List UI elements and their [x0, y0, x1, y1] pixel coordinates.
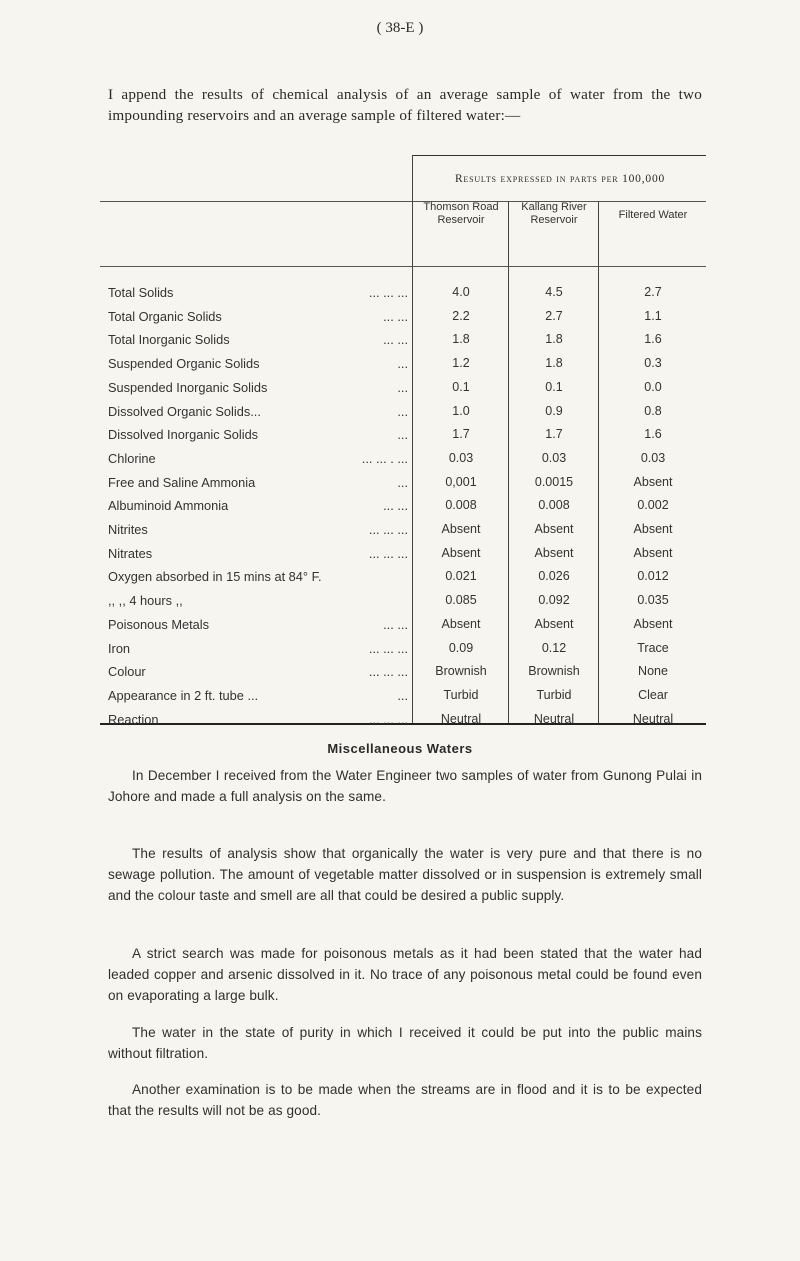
row-leader-dots: ... ...	[383, 308, 408, 324]
row-label	[108, 641, 408, 656]
cell-value: 0.008	[538, 498, 570, 513]
row-label	[108, 380, 408, 395]
row-leader-dots: ... ... ...	[368, 285, 408, 300]
cell-value: Clear	[638, 687, 668, 702]
table-row	[100, 475, 706, 501]
cell-value: 1.6	[644, 427, 662, 442]
cell-value: 0.12	[541, 640, 567, 655]
row-leader-dots: ... ... . ...	[361, 450, 408, 466]
row-label	[108, 617, 408, 632]
header-rule	[100, 201, 706, 202]
row-label	[108, 688, 408, 703]
table-row	[100, 641, 706, 667]
cell-value: Absent	[534, 522, 574, 536]
cell-value: 0.1	[452, 379, 470, 394]
cell-value: Absent	[441, 616, 481, 631]
row-label	[108, 712, 408, 727]
row-label-text: Total Solids	[108, 285, 174, 300]
paragraph: A strict search was made for poisonous metals as it had been stated that the water had leaded copper and arsenic dissolved in it. No trace of any poisonous metal could be found even on evaporating a large bulk.	[108, 946, 702, 1003]
table-row	[100, 285, 706, 311]
cell-value: Brownish	[435, 664, 487, 679]
cell-value: 0.8	[644, 403, 662, 418]
row-leader-dots: ...	[397, 356, 408, 372]
cell-value: 1.6	[644, 332, 662, 347]
results-header: Results expressed in parts per 100,000	[454, 173, 666, 185]
row-leader-dots: ...	[397, 403, 408, 419]
row-label-text: Poisonous Metals	[108, 616, 210, 632]
cell-value: Neutral	[533, 711, 575, 726]
row-label	[108, 498, 408, 513]
row-leader-dots: ... ... ...	[368, 640, 408, 656]
row-leader-dots: ...	[397, 474, 408, 490]
cell-value: Absent	[633, 522, 673, 536]
cell-value: Absent	[441, 522, 481, 536]
row-label	[108, 404, 408, 419]
row-label	[108, 593, 408, 608]
cell-value: 0.9	[545, 403, 563, 418]
cell-value: 1.7	[452, 427, 470, 442]
row-label-text: Total Inorganic Solids	[108, 332, 230, 348]
row-label-text: Total Organic Solids	[108, 308, 222, 324]
cell-value: 1.0	[452, 403, 470, 418]
row-label-text: Reaction	[108, 711, 159, 727]
cell-value: 0.0015	[534, 474, 574, 489]
cell-value: 1.8	[545, 356, 563, 371]
cell-value: 0.085	[445, 593, 477, 608]
cell-value: Absent	[441, 545, 481, 560]
row-label-text: Dissolved Inorganic Solids	[108, 427, 259, 443]
table-row	[100, 332, 706, 358]
column-header-rule	[100, 266, 706, 267]
cell-value: Absent	[633, 616, 673, 631]
row-label-text: Free and Saline Ammonia	[108, 474, 256, 490]
cell-value: 1.7	[545, 427, 563, 442]
row-leader-dots: ... ... ...	[368, 711, 408, 727]
cell-value: Absent	[534, 545, 574, 560]
cell-value: 0.1	[545, 379, 563, 394]
row-leader-dots: ... ...	[383, 332, 408, 348]
row-label-text: Iron	[108, 640, 131, 656]
cell-value: 0.03	[541, 450, 567, 465]
table-row	[100, 451, 706, 477]
row-label	[108, 569, 408, 584]
row-label	[108, 285, 408, 300]
row-leader-dots: ...	[397, 687, 408, 703]
col-header-kallang	[510, 201, 598, 226]
row-label	[108, 475, 408, 490]
row-label-text: Colour	[108, 664, 146, 680]
cell-value: 1.1	[644, 308, 662, 323]
table-row	[100, 664, 706, 690]
cell-value: 2.2	[452, 308, 470, 323]
col-header-filtered-label: Filtered Water	[618, 209, 688, 221]
cell-value: Absent	[534, 616, 574, 631]
section-title: Miscellaneous Waters	[327, 741, 473, 756]
table-row	[100, 427, 706, 453]
col-header-filtered	[600, 209, 706, 222]
cell-value: 1.8	[545, 332, 563, 347]
row-label	[108, 664, 408, 679]
row-label-text: Nitrates	[108, 545, 153, 561]
cell-value: 0,001	[445, 474, 477, 489]
row-label	[108, 522, 408, 537]
table-row	[100, 688, 706, 714]
cell-value: 1.8	[452, 332, 470, 347]
cell-value: Turbid	[536, 687, 572, 702]
cell-value: 4.0	[452, 285, 470, 299]
cell-value: 0.008	[445, 498, 477, 513]
row-label	[108, 309, 408, 324]
row-leader-dots: ... ... ...	[368, 522, 408, 537]
cell-value: 2.7	[545, 308, 563, 323]
row-label-text: Oxygen absorbed in 15 mins at 84° F.	[108, 569, 322, 585]
cell-value: 0.092	[538, 593, 570, 608]
table-row	[100, 593, 706, 619]
cell-value: Neutral	[440, 711, 482, 726]
row-label-text: Chlorine	[108, 450, 156, 466]
cell-value: None	[638, 664, 668, 679]
table-top-rule	[412, 155, 706, 156]
cell-value: 0.026	[538, 569, 570, 584]
row-label-text: Nitrites	[108, 522, 148, 537]
cell-value: 0.3	[644, 356, 662, 371]
row-label-text: ,, ,, 4 hours ,,	[108, 593, 183, 609]
cell-value: Brownish	[528, 664, 580, 679]
row-label	[108, 332, 408, 347]
cell-value: 1.2	[452, 356, 470, 371]
paragraph: Another examination is to be made when the streams are in flood and it is to be expected that the results will not be as good.	[108, 1082, 702, 1118]
row-label-text: Albuminoid Ammonia	[108, 498, 229, 514]
row-label	[108, 546, 408, 561]
cell-value: 0.035	[637, 593, 669, 608]
cell-value: 4.5	[545, 285, 563, 299]
paragraph: The water in the state of purity in which I received it could be put into the public mains without filtration.	[108, 1025, 702, 1061]
row-label	[108, 451, 408, 466]
row-label-text: Dissolved Organic Solids...	[108, 403, 261, 419]
cell-value: Trace	[637, 640, 669, 655]
table-row	[100, 498, 706, 524]
row-leader-dots: ...	[397, 379, 408, 395]
row-leader-dots: ... ... ...	[368, 664, 408, 680]
paragraph: In December I received from the Water Engineer two samples of water from Gunong Pulai in Johore and made a full analysis on the same.	[108, 768, 702, 804]
row-leader-dots: ...	[397, 427, 408, 443]
table-row	[100, 546, 706, 572]
cell-value: Turbid	[443, 687, 479, 702]
cell-value: Neutral	[632, 711, 674, 726]
table-row	[100, 617, 706, 643]
row-label-text: Suspended Inorganic Solids	[108, 379, 268, 395]
table-row	[100, 569, 706, 595]
col-header-kallang-label: Kallang River Reservoir	[521, 201, 587, 226]
table-row	[100, 380, 706, 406]
table-row	[100, 404, 706, 430]
cell-value: 0.012	[637, 569, 669, 584]
cell-value: 0.03	[448, 450, 474, 465]
cell-value: Absent	[633, 545, 673, 560]
cell-value: 0.03	[640, 450, 666, 465]
col-header-thomson	[414, 201, 508, 226]
intro-paragraph: I append the results of chemical analysis of an average sample of water from the two impounding reservoirs and an average sample of filtered water:—	[108, 86, 702, 124]
page-number: ( 38-E )	[376, 20, 424, 36]
table-row	[100, 356, 706, 382]
table-row	[100, 309, 706, 335]
cell-value: 0.09	[448, 640, 474, 655]
row-leader-dots: ... ...	[383, 616, 408, 632]
row-label-text: Suspended Organic Solids	[108, 356, 260, 372]
cell-value: 0.002	[637, 498, 669, 513]
row-label	[108, 427, 408, 442]
row-leader-dots: ... ... ...	[368, 545, 408, 561]
col-header-thomson-label: Thomson Road Reservoir	[423, 201, 499, 226]
cell-value: 0.021	[445, 569, 477, 584]
table-row	[100, 712, 706, 738]
cell-value: Absent	[633, 474, 673, 489]
cell-value: 0.0	[644, 379, 662, 394]
paragraph: The results of analysis show that organically the water is very pure and that there is no sewage pollution. The amount of vegetable matter dissolved or in suspension is extremely small and the colour taste and smell are all that could be desired a public supply.	[108, 846, 702, 903]
cell-value: 2.7	[644, 285, 662, 299]
results-table	[100, 155, 706, 725]
row-label	[108, 356, 408, 371]
row-leader-dots: ... ...	[383, 498, 408, 514]
row-label-text: Appearance in 2 ft. tube ...	[108, 687, 259, 703]
table-row	[100, 522, 706, 548]
